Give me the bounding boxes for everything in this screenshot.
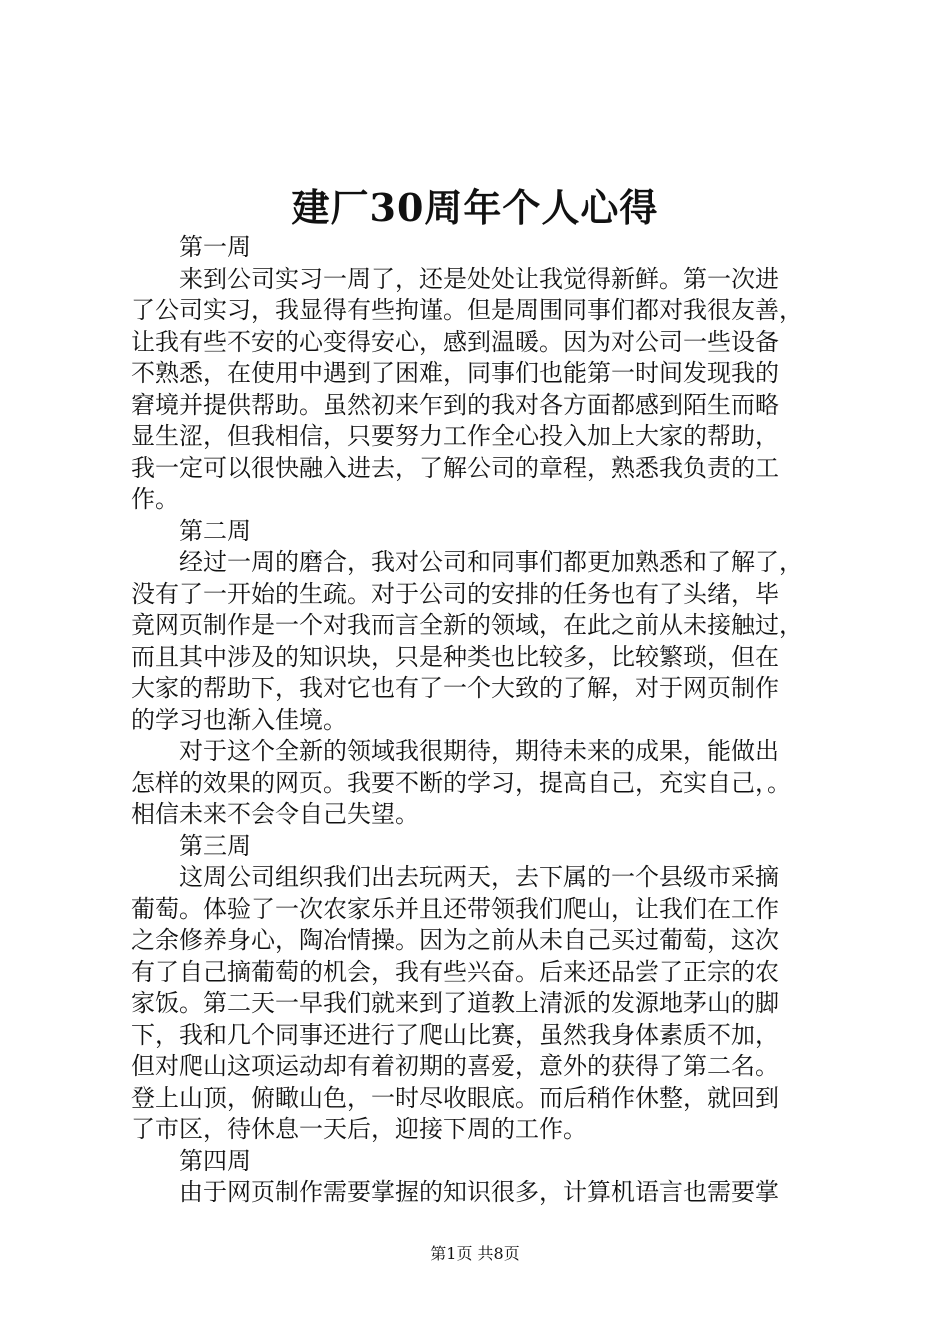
text-line: 葡萄。体验了一次农家乐并且还带领我们爬山，让我们在工作 <box>131 894 779 923</box>
text-line: 竟网页制作是一个对我而言全新的领域，在此之前从未接触过， <box>131 611 803 639</box>
text-line: 怎样的效果的网页。我要不断的学习，提高自己，充实自己，。 <box>131 768 791 797</box>
text-line: 的学习也渐入佳境。 <box>131 705 347 734</box>
text-line: 第一周 <box>179 233 251 261</box>
text-line: 作。 <box>131 485 179 513</box>
text-line: 第三周 <box>179 831 251 860</box>
text-line: 下，我和几个同事还进行了爬山比赛，虽然我身体素质不加， <box>131 1020 779 1049</box>
text-line: 第四周 <box>179 1146 251 1175</box>
text-line: 了市区，待休息一天后，迎接下周的工作。 <box>131 1115 587 1143</box>
text-line: 大家的帮助下，我对它也有了一个大致的了解，对于网页制作 <box>131 674 779 702</box>
text-line: 让我有些不安的心变得安心，感到温暖。因为对公司一些设备 <box>131 327 779 356</box>
text-line: 相信未来不会令自己失望。 <box>131 800 419 828</box>
text-line: 登上山顶，俯瞰山色，一时尽收眼底。而后稍作休整，就回到 <box>131 1083 779 1112</box>
text-line: 家饭。第二天一早我们就来到了道教上清派的发源地茅山的脚 <box>131 989 779 1017</box>
text-line: 不熟悉，在使用中遇到了困难，同事们也能第一时间发现我的 <box>131 359 779 387</box>
text-line: 但对爬山这项运动却有着初期的喜爱，意外的获得了第二名。 <box>131 1052 779 1080</box>
text-line: 而且其中涉及的知识块，只是种类也比较多，比较繁琐，但在 <box>131 642 779 671</box>
text-line: 对于这个全新的领域我很期待，期待未来的成果，能做出 <box>179 737 779 765</box>
text-line: 经过一周的磨合，我对公司和同事们都更加熟悉和了解了， <box>179 548 803 576</box>
text-line: 没有了一开始的生疏。对于公司的安排的任务也有了头绪，毕 <box>131 579 779 608</box>
text-line: 显生涩，但我相信，只要努力工作全心投入加上大家的帮助， <box>131 422 779 450</box>
text-line: 有了自己摘葡萄的机会，我有些兴奋。后来还品尝了正宗的农 <box>131 957 779 986</box>
text-line: 这周公司组织我们出去玩两天，去下属的一个县级市采摘 <box>179 863 779 891</box>
page-footer: 第1页 共8页 <box>430 1244 520 1263</box>
text-line: 我一定可以很快融入进去，了解公司的章程，熟悉我负责的工 <box>131 453 779 482</box>
document-body <box>131 232 831 1209</box>
text-line: 由于网页制作需要掌握的知识很多，计算机语言也需要掌 <box>179 1178 779 1206</box>
text-line: 来到公司实习一周了，还是处处让我觉得新鲜。第一次进 <box>179 264 779 293</box>
text-line: 之余修养身心，陶冶情操。因为之前从未自己买过葡萄，这次 <box>131 926 779 954</box>
text-line: 窘境并提供帮助。虽然初来乍到的我对各方面都感到陌生而略 <box>131 390 779 419</box>
text-line: 了公司实习，我显得有些拘谨。但是周围同事们都对我很友善， <box>131 296 803 324</box>
page-title: 建厂30周年个人心得 <box>291 185 659 230</box>
text-line: 第二周 <box>179 516 251 545</box>
